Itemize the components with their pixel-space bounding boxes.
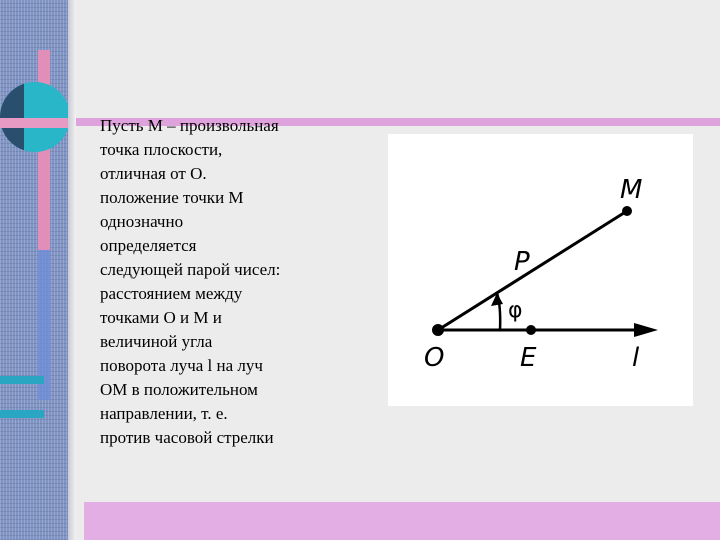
label-l: l [632,343,640,373]
decor-horizontal-teal-bar [0,376,44,384]
decor-horizontal-teal-bar-2 [0,410,44,418]
decor-horizontal-pink-bar [0,118,70,128]
segment-om [438,211,627,330]
label-o: O [424,343,445,373]
decor-circle [0,82,70,152]
label-m: M [620,175,643,205]
label-e: E [520,343,537,373]
point-m [622,206,632,216]
strip-edge-shadow [68,0,76,540]
point-e [526,325,536,335]
ray-l-arrowhead [634,323,658,337]
slide-body-text: Пусть М – произвольная точка плоскости, отличная от О. положение точки М однозначно определяется следующей парой чисел: расстоянием между точками О и М и величиной угла поворота луча l на луч ОМ в положительном направлении, т. е. против часовой стрелки [100,116,281,447]
label-p: P [514,247,530,277]
label-phi: φ [508,298,523,323]
left-decorative-strip [0,0,70,540]
polar-coordinates-figure [388,134,693,406]
point-o [432,324,444,336]
footer-bar [84,502,720,540]
